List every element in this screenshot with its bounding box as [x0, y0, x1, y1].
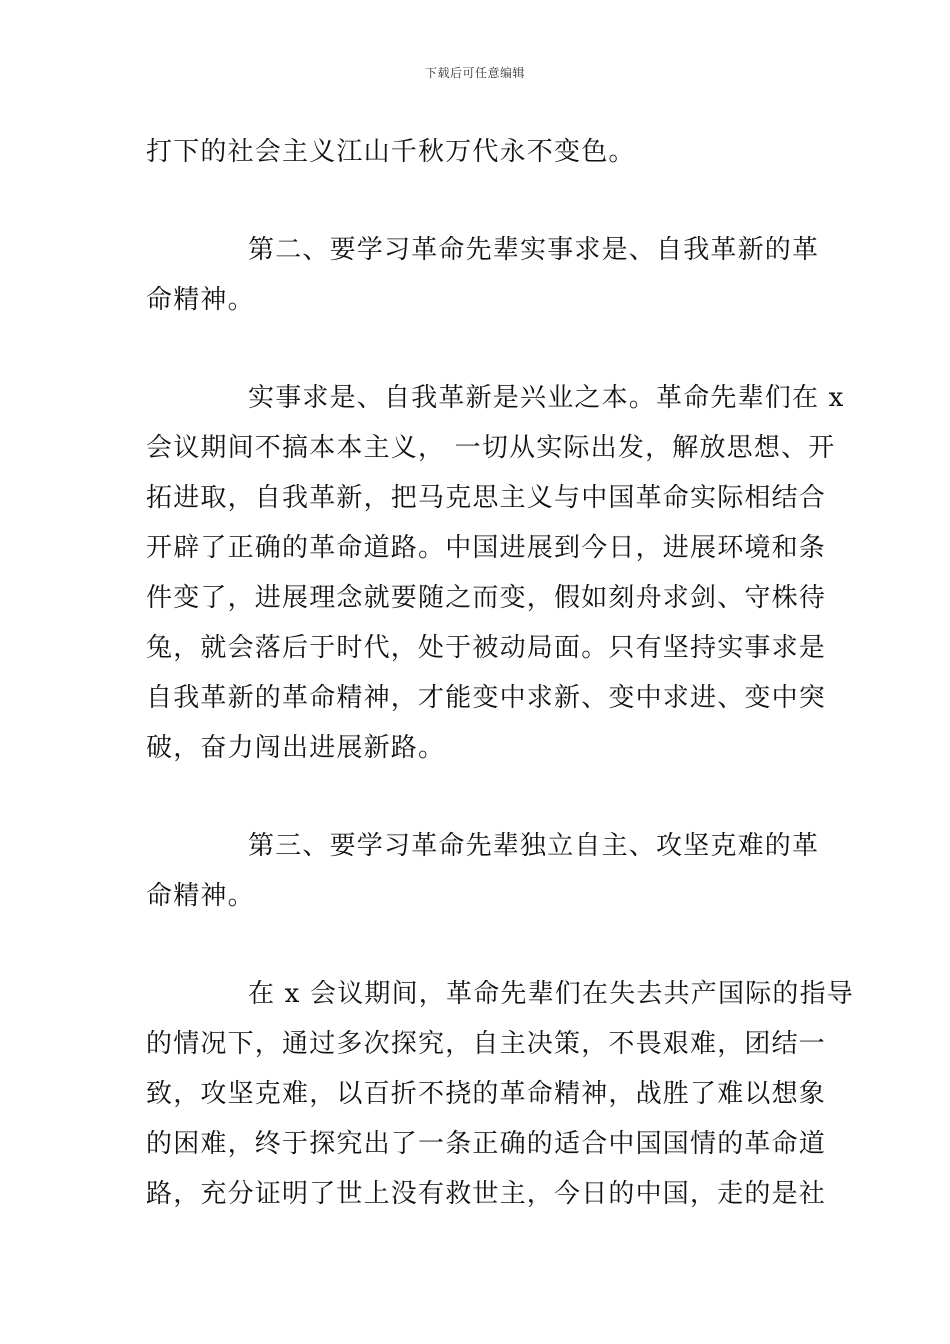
paragraph-3-line-7: 自我革新的革命精神，才能变中求新、变中求进、变中突: [146, 683, 827, 713]
section-2-heading-line-1: 第二、要学习革命先辈实事求是、自我革新的革: [248, 235, 820, 265]
paragraph-1-line-1: 打下的社会主义江山千秋万代永不变色。: [146, 137, 636, 167]
page-header: 下载后可任意编辑: [424, 66, 525, 80]
paragraph-3-line-4: 开辟了正确的革命道路。中国进展到今日，进展环境和条: [146, 533, 827, 563]
paragraph-3-line-2: 会议期间不搞本本主义， 一切从实际出发，解放思想、开: [146, 433, 836, 463]
paragraph-3-line-3: 拓进取，自我革新，把马克思主义与中国革命实际相结合: [146, 483, 827, 513]
paragraph-5-line-1: 在 x 会议期间，革命先辈们在失去共产国际的指导: [248, 979, 854, 1009]
paragraph-3-line-8: 破，奋力闯出进展新路。: [146, 733, 446, 763]
section-3-heading-line-2: 命精神。: [146, 881, 255, 911]
paragraph-5-line-2: 的情况下，通过多次探究，自主决策，不畏艰难，团结一: [146, 1029, 827, 1059]
paragraph-3-line-6: 兔，就会落后于时代，处于被动局面。只有坚持实事求是: [146, 633, 827, 663]
paragraph-5-line-3: 致，攻坚克难，以百折不挠的革命精神，战胜了难以想象: [146, 1079, 827, 1109]
section-2-heading-line-2: 命精神。: [146, 285, 255, 315]
paragraph-3-line-5: 件变了，进展理念就要随之而变，假如刻舟求剑、守株待: [146, 583, 827, 613]
paragraph-5-line-4: 的困难，终于探究出了一条正确的适合中国国情的革命道: [146, 1129, 827, 1159]
section-3-heading-line-1: 第三、要学习革命先辈独立自主、攻坚克难的革: [248, 831, 820, 861]
paragraph-5-line-5: 路，充分证明了世上没有救世主，今日的中国，走的是社: [146, 1179, 827, 1209]
paragraph-3-line-1: 实事求是、自我革新是兴业之本。革命先辈们在 x: [248, 383, 845, 413]
